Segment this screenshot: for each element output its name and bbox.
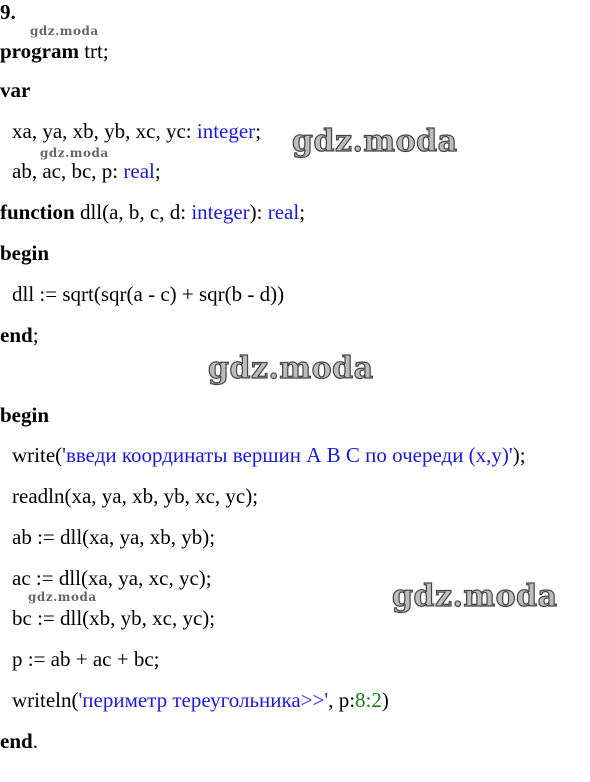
watermark-small: gdz.moda xyxy=(40,146,109,160)
watermark-large: gdz.moda xyxy=(292,124,458,159)
keyword-var: var xyxy=(0,78,31,102)
punctuation: ): xyxy=(249,200,268,224)
keyword-end: end xyxy=(0,729,33,753)
code-line-p: p := ab + ac + bc; xyxy=(12,647,160,671)
string-literal: 'введи координаты вершин А В С по очереди (x,y)' xyxy=(62,443,513,467)
code-line-readln: readln(xa, ya, xb, yb, xc, yc); xyxy=(12,484,259,508)
code-line-end-function xyxy=(0,323,39,347)
period: . xyxy=(32,729,38,753)
watermark-small: gdz.moda xyxy=(28,590,97,604)
function-signature: dll(a, b, c, d: xyxy=(74,200,192,224)
code-line-real-vars xyxy=(12,159,161,183)
keyword-end: end xyxy=(0,323,33,347)
code-line-begin-main xyxy=(0,403,49,427)
punctuation: , p: xyxy=(328,688,356,712)
code-line-dll-body: dll := sqrt(sqr(a - c) + sqr(b - d)) xyxy=(12,282,285,306)
semicolon: ; xyxy=(32,323,39,347)
string-literal: 'периметр тереугольника>>' xyxy=(78,688,329,712)
code-line-function xyxy=(0,200,305,224)
punctuation: ) xyxy=(381,688,389,712)
watermark-large: gdz.moda xyxy=(392,579,558,614)
format-spec: 8:2 xyxy=(355,688,382,712)
watermark-small: gdz.moda xyxy=(30,24,99,38)
code-line-integer-vars xyxy=(12,119,261,143)
var-list: ab, ac, bc, p: xyxy=(12,159,124,183)
code-line-program xyxy=(0,39,109,63)
problem-number: 9. xyxy=(0,0,16,24)
keyword-begin: begin xyxy=(0,241,50,265)
keyword-program: program xyxy=(0,39,79,63)
code-line-writeln xyxy=(12,688,389,712)
code-line-write xyxy=(12,443,526,467)
keyword-function: function xyxy=(0,200,75,224)
type-integer: integer xyxy=(191,200,250,224)
semicolon: ; xyxy=(154,159,161,183)
call-write: write( xyxy=(12,443,63,467)
code-line-ac: ac := dll(xa, ya, xc, yc); xyxy=(12,566,212,590)
code-line-begin-function xyxy=(0,241,49,265)
program-name: trt; xyxy=(78,39,109,63)
type-real: real xyxy=(123,159,155,183)
semicolon: ; xyxy=(299,200,306,224)
keyword-begin: begin xyxy=(0,403,50,427)
code-line-ab: ab := dll(xa, ya, xb, yb); xyxy=(12,525,216,549)
punctuation: ); xyxy=(512,443,526,467)
code-line-end-main xyxy=(0,729,38,753)
type-real: real xyxy=(267,200,300,224)
type-integer: integer xyxy=(196,119,256,143)
var-list: xa, ya, xb, yb, xc, yc: xyxy=(12,119,197,143)
code-line-bc: bc := dll(xb, yb, xc, yc); xyxy=(12,606,216,630)
watermark-large: gdz.moda xyxy=(208,351,374,386)
call-writeln: writeln( xyxy=(12,688,79,712)
code-line-var xyxy=(0,78,30,102)
semicolon: ; xyxy=(255,119,262,143)
